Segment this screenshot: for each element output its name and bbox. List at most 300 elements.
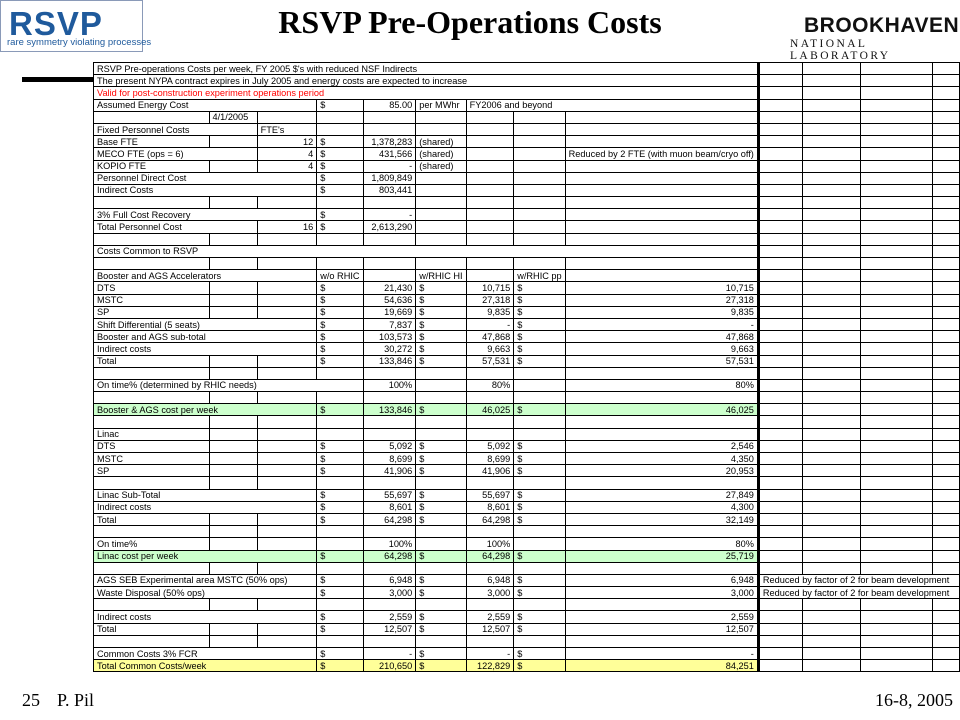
table-cell (803, 99, 861, 111)
table-cell (933, 270, 960, 282)
table-cell: 3% Full Cost Recovery (94, 209, 317, 221)
table-cell (317, 258, 363, 270)
table-cell: Valid for post-construction experiment operations period (94, 87, 759, 99)
table-row (94, 209, 960, 221)
table-cell: $ (514, 294, 565, 306)
table-cell (466, 526, 514, 538)
table-row (94, 294, 960, 306)
table-cell (514, 221, 565, 233)
cost-spreadsheet (93, 62, 960, 672)
table-cell: $ (416, 513, 466, 525)
table-cell (257, 258, 317, 270)
table-cell (317, 111, 363, 123)
table-cell (758, 258, 802, 270)
table-cell (933, 221, 960, 233)
table-cell (209, 160, 257, 172)
table-cell (565, 428, 758, 440)
table-cell (758, 233, 802, 245)
table-cell: MSTC (94, 294, 210, 306)
table-cell (803, 136, 861, 148)
table-cell (209, 294, 257, 306)
table-cell (416, 111, 466, 123)
table-cell (758, 75, 802, 87)
table-cell: Reduced by factor of 2 for beam development (758, 574, 959, 586)
table-cell: w/RHIC pp (514, 270, 565, 282)
table-cell (257, 428, 317, 440)
table-cell: DTS (94, 440, 210, 452)
table-cell (933, 160, 960, 172)
table-cell (861, 660, 933, 672)
table-cell (758, 538, 802, 550)
table-row (94, 416, 960, 428)
table-cell: 4,350 (565, 453, 758, 465)
table-cell (758, 453, 802, 465)
table-cell: On time% (determined by RHIC needs) (94, 379, 364, 391)
table-cell: 30,272 (363, 343, 416, 355)
table-cell: per MWhr (416, 99, 466, 111)
table-cell (257, 599, 317, 611)
table-cell: 7,837 (363, 318, 416, 330)
table-cell: 64,298 (363, 550, 416, 562)
table-cell (209, 465, 257, 477)
table-cell (758, 148, 802, 160)
table-cell (416, 197, 466, 209)
table-row (94, 87, 960, 99)
table-cell (803, 526, 861, 538)
table-row (94, 136, 960, 148)
table-cell (803, 221, 861, 233)
table-cell (466, 172, 514, 184)
table-cell (565, 258, 758, 270)
table-cell (803, 562, 861, 574)
table-cell: 3,000 (466, 587, 514, 599)
table-cell: $ (317, 136, 363, 148)
table-cell (758, 282, 802, 294)
table-cell (416, 562, 466, 574)
table-cell (803, 355, 861, 367)
table-cell: 10,715 (565, 282, 758, 294)
brookhaven-logo (790, 14, 960, 62)
table-cell: 4/1/2005 (209, 111, 257, 123)
table-cell: Reduced by 2 FTE (with muon beam/cryo off) (565, 148, 758, 160)
table-cell (758, 99, 802, 111)
table-cell: $ (317, 660, 363, 672)
table-cell (94, 367, 210, 379)
table-cell (758, 379, 802, 391)
table-cell: FY2006 and beyond (466, 99, 758, 111)
table-row (94, 513, 960, 525)
table-cell: $ (317, 148, 363, 160)
table-cell: 4 (257, 148, 317, 160)
table-cell: RSVP Pre-operations Costs per week, FY 2005 $'s with reduced NSF Indirects (94, 63, 759, 75)
table-cell (803, 282, 861, 294)
table-row (94, 599, 960, 611)
table-row (94, 63, 960, 75)
table-cell (803, 392, 861, 404)
table-cell (94, 416, 210, 428)
table-row (94, 465, 960, 477)
table-cell: 9,835 (565, 306, 758, 318)
table-cell (861, 75, 933, 87)
table-cell (933, 416, 960, 428)
table-cell (803, 197, 861, 209)
table-cell (363, 599, 416, 611)
table-cell: $ (317, 611, 363, 623)
table-cell (209, 513, 257, 525)
table-cell: $ (317, 355, 363, 367)
table-cell: 12,507 (363, 623, 416, 635)
table-cell: 80% (565, 379, 758, 391)
table-cell (758, 501, 802, 513)
table-cell: $ (416, 501, 466, 513)
table-cell: 6,948 (363, 574, 416, 586)
table-cell (758, 660, 802, 672)
table-cell (209, 635, 257, 647)
table-row (94, 648, 960, 660)
table-cell (514, 136, 565, 148)
table-cell (363, 392, 416, 404)
table-cell: $ (514, 623, 565, 635)
table-cell (758, 392, 802, 404)
table-cell (94, 477, 210, 489)
table-cell: 54,636 (363, 294, 416, 306)
footer-author: P. Pil (57, 690, 95, 710)
table-cell: $ (514, 465, 565, 477)
table-cell: 64,298 (466, 513, 514, 525)
table-cell (933, 404, 960, 416)
table-cell (514, 428, 565, 440)
table-cell (257, 197, 317, 209)
table-cell: 57,531 (565, 355, 758, 367)
table-cell (565, 635, 758, 647)
table-cell (416, 123, 466, 135)
table-cell (861, 489, 933, 501)
table-cell (861, 160, 933, 172)
brookhaven-logo-subtitle: NATIONAL LABORATORY (790, 38, 891, 62)
table-row (94, 221, 960, 233)
table-cell (466, 270, 514, 282)
table-cell: Fixed Personnel Costs (94, 123, 258, 135)
table-cell (803, 331, 861, 343)
table-cell (466, 258, 514, 270)
table-cell (758, 599, 802, 611)
table-cell: Indirect costs (94, 343, 317, 355)
table-cell (933, 428, 960, 440)
table-cell: 100% (363, 379, 416, 391)
table-cell: $ (514, 489, 565, 501)
table-cell (363, 258, 416, 270)
table-cell (861, 221, 933, 233)
table-cell (565, 599, 758, 611)
table-row (94, 306, 960, 318)
table-cell: 20,953 (565, 465, 758, 477)
table-cell: $ (514, 574, 565, 586)
table-cell: 57,531 (466, 355, 514, 367)
table-cell: $ (416, 318, 466, 330)
table-cell: 4,300 (565, 501, 758, 513)
table-cell: - (363, 209, 416, 221)
table-cell: Linac cost per week (94, 550, 317, 562)
table-cell (466, 209, 514, 221)
table-cell: Linac Sub-Total (94, 489, 317, 501)
table-cell (803, 428, 861, 440)
table-cell (209, 197, 257, 209)
table-cell: FTE's (257, 123, 317, 135)
table-cell (861, 623, 933, 635)
table-cell (565, 526, 758, 538)
table-cell: 27,849 (565, 489, 758, 501)
table-cell (861, 136, 933, 148)
table-cell (317, 416, 363, 428)
table-cell (317, 233, 363, 245)
table-cell (416, 599, 466, 611)
table-cell: 2,559 (363, 611, 416, 623)
table-cell (933, 75, 960, 87)
table-cell: 431,566 (363, 148, 416, 160)
table-cell: $ (317, 574, 363, 586)
table-cell (466, 123, 514, 135)
table-cell (933, 343, 960, 355)
table-cell (861, 392, 933, 404)
table-cell: $ (416, 611, 466, 623)
table-cell (933, 318, 960, 330)
table-cell: MECO FTE (ops = 6) (94, 148, 258, 160)
table-cell (861, 282, 933, 294)
table-cell (933, 258, 960, 270)
table-cell: (shared) (416, 160, 466, 172)
table-cell: $ (416, 306, 466, 318)
table-cell (514, 477, 565, 489)
table-cell: $ (317, 221, 363, 233)
table-cell (363, 562, 416, 574)
table-row (94, 404, 960, 416)
table-cell (933, 87, 960, 99)
table-cell (416, 428, 466, 440)
table-cell: 3,000 (363, 587, 416, 599)
table-cell: $ (317, 587, 363, 599)
table-cell: Common Costs 3% FCR (94, 648, 317, 660)
table-cell (565, 221, 758, 233)
table-cell: (shared) (416, 148, 466, 160)
table-cell (416, 221, 466, 233)
table-cell: 46,025 (466, 404, 514, 416)
table-cell (257, 294, 317, 306)
table-cell (758, 160, 802, 172)
table-cell (803, 660, 861, 672)
table-cell: $ (514, 513, 565, 525)
table-cell (758, 172, 802, 184)
table-cell (933, 245, 960, 257)
table-cell (861, 87, 933, 99)
table-cell (933, 648, 960, 660)
table-cell (416, 538, 466, 550)
table-cell (416, 379, 466, 391)
table-cell (565, 367, 758, 379)
table-cell (803, 87, 861, 99)
table-cell: $ (416, 648, 466, 660)
table-cell: $ (416, 489, 466, 501)
table-row (94, 428, 960, 440)
table-cell: Indirect costs (94, 611, 317, 623)
table-cell (933, 623, 960, 635)
table-cell (317, 526, 363, 538)
table-cell (363, 635, 416, 647)
table-cell (257, 526, 317, 538)
table-cell (317, 562, 363, 574)
table-cell: w/RHIC HI (416, 270, 466, 282)
table-cell (861, 538, 933, 550)
table-cell: $ (317, 331, 363, 343)
table-cell (861, 172, 933, 184)
table-cell (466, 221, 514, 233)
table-cell (758, 611, 802, 623)
table-row (94, 99, 960, 111)
table-cell (514, 392, 565, 404)
table-cell (758, 477, 802, 489)
table-cell (363, 233, 416, 245)
table-cell (933, 197, 960, 209)
table-cell (933, 123, 960, 135)
table-cell (758, 635, 802, 647)
rsvp-logo-text: RSVP (9, 5, 103, 42)
table-cell (861, 562, 933, 574)
table-row (94, 282, 960, 294)
table-cell: $ (317, 623, 363, 635)
table-cell: 12 (257, 136, 317, 148)
table-row (94, 501, 960, 513)
table-cell (565, 172, 758, 184)
table-cell (861, 599, 933, 611)
table-cell (317, 197, 363, 209)
table-cell (466, 184, 514, 196)
table-cell: 2,559 (466, 611, 514, 623)
table-cell: SP (94, 306, 210, 318)
table-cell: $ (514, 440, 565, 452)
table-cell (209, 526, 257, 538)
table-cell: 80% (565, 538, 758, 550)
table-cell: 9,663 (466, 343, 514, 355)
table-cell (803, 160, 861, 172)
table-row (94, 660, 960, 672)
table-cell (933, 611, 960, 623)
table-cell (209, 562, 257, 574)
table-cell (803, 599, 861, 611)
table-cell: Reduced by factor of 2 for beam development (758, 587, 959, 599)
title-rule-left (22, 77, 94, 82)
table-cell (514, 635, 565, 647)
table-cell (803, 123, 861, 135)
table-cell (803, 404, 861, 416)
table-cell (466, 392, 514, 404)
table-cell: $ (514, 306, 565, 318)
table-cell: Booster and AGS Accelerators (94, 270, 317, 282)
table-cell: $ (514, 318, 565, 330)
table-cell (758, 440, 802, 452)
table-cell (257, 440, 317, 452)
table-cell (861, 331, 933, 343)
table-row (94, 258, 960, 270)
table-cell (514, 379, 565, 391)
table-cell: 2,613,290 (363, 221, 416, 233)
table-row (94, 489, 960, 501)
table-cell (466, 477, 514, 489)
table-cell: $ (317, 99, 363, 111)
table-cell (861, 184, 933, 196)
table-cell (758, 343, 802, 355)
table-cell (565, 477, 758, 489)
table-cell: 133,846 (363, 355, 416, 367)
table-cell (933, 367, 960, 379)
table-cell (803, 550, 861, 562)
table-cell (758, 428, 802, 440)
table-cell: 2,546 (565, 440, 758, 452)
table-cell (803, 513, 861, 525)
table-cell (466, 148, 514, 160)
table-cell: 5,092 (363, 440, 416, 452)
table-cell (758, 221, 802, 233)
table-cell (758, 513, 802, 525)
table-cell: 1,809,849 (363, 172, 416, 184)
table-cell: Base FTE (94, 136, 210, 148)
table-cell (363, 123, 416, 135)
table-cell (861, 99, 933, 111)
table-cell (861, 648, 933, 660)
table-cell (803, 416, 861, 428)
table-cell: $ (416, 623, 466, 635)
table-cell (565, 160, 758, 172)
table-cell (257, 477, 317, 489)
table-cell (466, 599, 514, 611)
table-cell (257, 562, 317, 574)
table-cell (933, 392, 960, 404)
table-cell (861, 294, 933, 306)
table-row (94, 440, 960, 452)
table-cell (758, 123, 802, 135)
table-cell: $ (416, 355, 466, 367)
table-cell (861, 440, 933, 452)
table-cell: 1,378,283 (363, 136, 416, 148)
table-row (94, 318, 960, 330)
table-cell (933, 282, 960, 294)
table-cell (803, 611, 861, 623)
table-cell (209, 428, 257, 440)
table-cell (803, 318, 861, 330)
rsvp-logo (0, 0, 152, 52)
table-cell (416, 416, 466, 428)
table-row (94, 611, 960, 623)
table-cell (514, 184, 565, 196)
table-cell (933, 550, 960, 562)
table-cell: DTS (94, 282, 210, 294)
table-cell (758, 197, 802, 209)
table-cell (803, 648, 861, 660)
table-cell: $ (416, 660, 466, 672)
table-cell: 10,715 (466, 282, 514, 294)
table-cell (257, 453, 317, 465)
table-cell (317, 635, 363, 647)
table-cell: 9,835 (466, 306, 514, 318)
table-cell (416, 477, 466, 489)
table-cell (257, 416, 317, 428)
table-cell (861, 367, 933, 379)
table-cell (317, 477, 363, 489)
table-cell (803, 489, 861, 501)
table-row (94, 623, 960, 635)
table-cell (209, 355, 257, 367)
table-cell (803, 367, 861, 379)
table-cell (514, 367, 565, 379)
table-cell (209, 392, 257, 404)
